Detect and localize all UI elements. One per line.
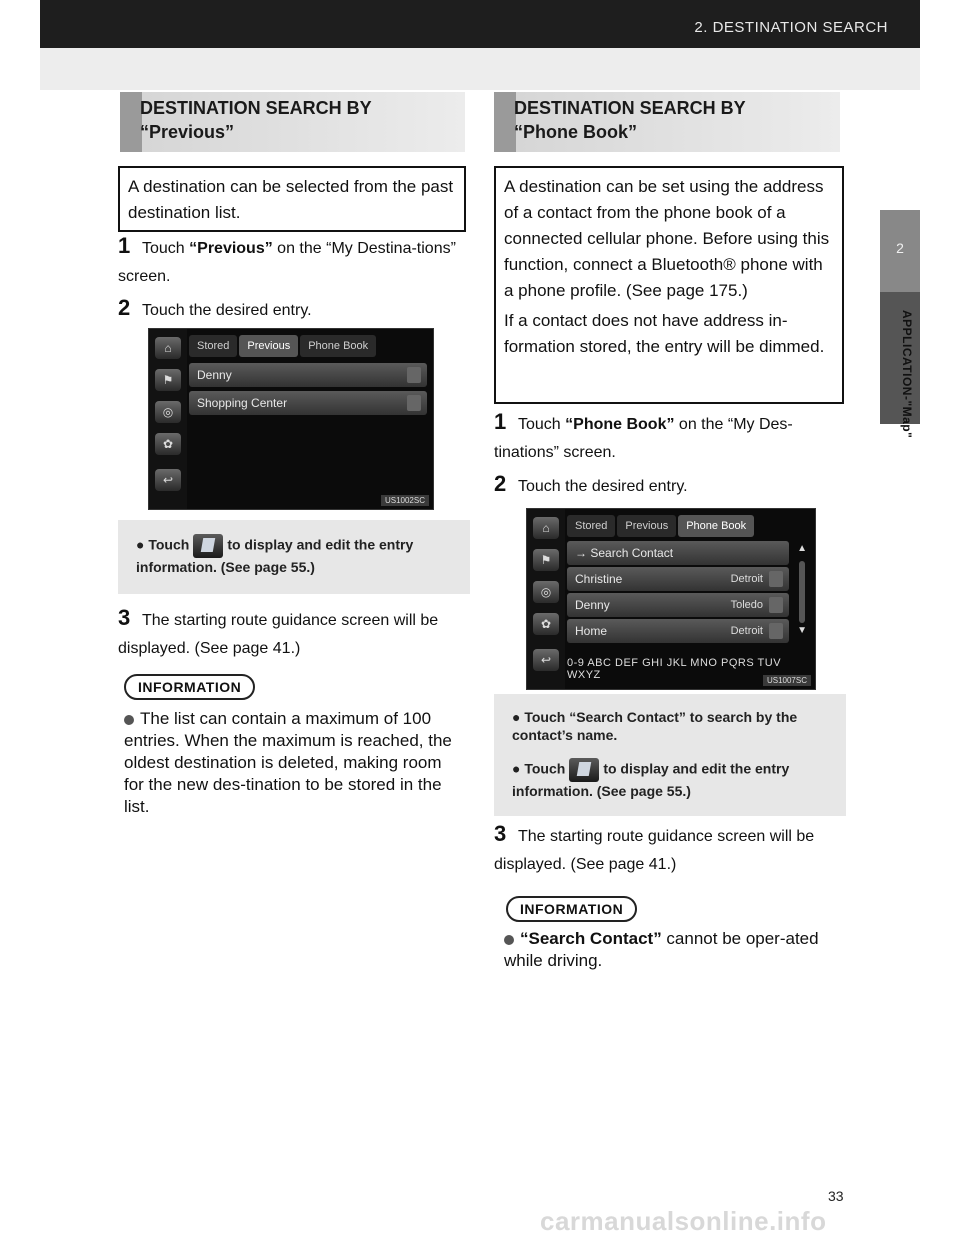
note-keyword: “Search Contact” [569, 709, 686, 725]
section-heading-previous [120, 92, 465, 152]
intro-box [118, 166, 466, 232]
screen-back-icon: ↩ [533, 649, 559, 671]
step-text: The starting route guidance screen will be displayed. (See page 41.) [118, 612, 439, 657]
edit-icon [769, 571, 783, 587]
entry-name: Shopping Center [197, 396, 288, 410]
screen-gear-icon: ✿ [533, 613, 559, 635]
entry-name: Christine [575, 572, 623, 586]
screen-tabs [189, 335, 378, 357]
screen-gear-icon: ✿ [155, 433, 181, 455]
screen-flag-icon: ⚑ [533, 549, 559, 571]
note-box: ● Touch “Search Contact” to search by the contact’s name. ● Touch to display and edit the entry information. (See page 55.) [494, 694, 846, 816]
edit-icon [769, 623, 783, 639]
previous-list-screenshot [148, 328, 434, 510]
information-label: INFORMATION [124, 674, 255, 700]
intro-text: A destination can be set using the address of a contact from the phone book of a connected cellular phone. Before using this function, connect a Bluetooth® phone with a phone profile. (See page 175.) [504, 177, 830, 300]
list-item [567, 567, 789, 591]
step-text: on the “My Destina-tions” screen. [118, 240, 456, 285]
step-2 [494, 470, 854, 501]
note-text: Touch [524, 760, 566, 777]
step-number: 2 [118, 295, 131, 320]
chapter-label: APPLICATION-"Map" [900, 310, 914, 439]
bullet-icon [124, 715, 134, 725]
chapter-number: 2 [896, 240, 904, 256]
watermark: carmanualsonline.info [540, 1206, 827, 1236]
step-number: 3 [494, 821, 507, 846]
entry-city: Detroit [730, 573, 763, 585]
step-number: 2 [494, 471, 507, 496]
step-text: The starting route guidance screen will be displayed. (See page 41.) [494, 828, 815, 873]
search-contact-label: Search Contact [590, 546, 674, 560]
step-keyword: “Phone Book” [565, 416, 675, 433]
list-item [567, 593, 789, 617]
step-text: Touch the desired entry. [142, 302, 312, 319]
image-code: US1002SC [381, 495, 429, 506]
step-2 [118, 294, 478, 325]
screen-search-icon: ◎ [155, 401, 181, 423]
entry-city: Detroit [730, 625, 763, 637]
edit-icon [769, 597, 783, 613]
step-3 [494, 820, 854, 879]
entry-name: Denny [197, 368, 232, 382]
phone-book-screenshot [526, 508, 816, 690]
screen-back-icon: ↩ [155, 469, 181, 491]
edit-icon [193, 534, 223, 558]
tab-previous: Previous [617, 515, 676, 537]
note-text: Touch [524, 709, 570, 725]
note-box: ● Touch to display and edit the entry information. (See page 55.) [118, 520, 470, 594]
list-item [567, 619, 789, 643]
page-number: 33 [828, 1188, 844, 1204]
tab-previous: Previous [239, 335, 298, 357]
tab-phone-book: Phone Book [300, 335, 376, 357]
step-keyword: “Previous” [189, 240, 273, 257]
step-1 [494, 408, 854, 467]
tab-stored: Stored [189, 335, 237, 357]
information-text: The list can contain a maximum of 100 entries. When the maximum is reached, the oldest destination is deleted, making room for the new des-tination to be stored in the list. [124, 709, 452, 816]
edit-icon [407, 367, 421, 383]
heading-line2: “Phone Book” [514, 122, 638, 142]
edit-icon [569, 758, 599, 782]
header-band [40, 48, 920, 90]
intro-box [494, 166, 844, 404]
intro-text: If a contact does not have address in-formation stored, the entry will be dimmed. [504, 311, 825, 356]
scroll-down-icon: ▼ [797, 625, 807, 636]
screen-menu-icon: ⌂ [155, 337, 181, 359]
step-text: Touch the desired entry. [518, 478, 688, 495]
list-item [189, 391, 427, 415]
entry-name: Home [575, 624, 608, 638]
scrollbar [799, 561, 805, 623]
step-number: 1 [118, 233, 131, 258]
entry-city: Toledo [730, 599, 763, 611]
step-1 [118, 232, 478, 291]
step-text: Touch [142, 240, 190, 257]
intro-text: A destination can be selected from the past destination list. [128, 177, 454, 222]
tab-stored: Stored [567, 515, 615, 537]
alphabet-keys: 0-9 ABC DEF GHI JKL MNO PQRS TUV WXYZ [567, 657, 782, 681]
heading-line1: DESTINATION SEARCH BY [140, 98, 372, 118]
screen-flag-icon: ⚑ [155, 369, 181, 391]
note-text: to display and edit the entry information. (See page 55.) [136, 536, 414, 575]
information-text: “Search Contact” cannot be oper-ated while driving. [504, 929, 819, 970]
step-3 [118, 604, 470, 663]
step-number: 3 [118, 605, 131, 630]
image-code: US1007SC [763, 675, 811, 686]
note-text: to search by the contact’s name. [512, 709, 798, 743]
heading-line2: “Previous” [140, 122, 235, 142]
note-text: to display and edit the entry information. (See page 55.) [512, 760, 790, 799]
step-text: Touch [518, 416, 566, 433]
section-heading-phone-book [494, 92, 840, 152]
step-number: 1 [494, 409, 507, 434]
tab-phone-book: Phone Book [678, 515, 754, 537]
list-item [189, 363, 427, 387]
entry-name: Denny [575, 598, 610, 612]
bullet-icon [504, 935, 514, 945]
edit-icon [407, 395, 421, 411]
chapter-title: 2. DESTINATION SEARCH [694, 19, 888, 36]
note-text: Touch [148, 536, 190, 553]
information-label: INFORMATION [506, 896, 637, 922]
heading-line1: DESTINATION SEARCH BY [514, 98, 746, 118]
search-contact-row: → Search Contact [567, 541, 789, 565]
screen-menu-icon: ⌂ [533, 517, 559, 539]
scroll-up-icon: ▲ [797, 543, 807, 554]
screen-search-icon: ◎ [533, 581, 559, 603]
step-text: on the “My Des-tinations” screen. [494, 416, 793, 461]
screen-tabs [567, 515, 756, 537]
